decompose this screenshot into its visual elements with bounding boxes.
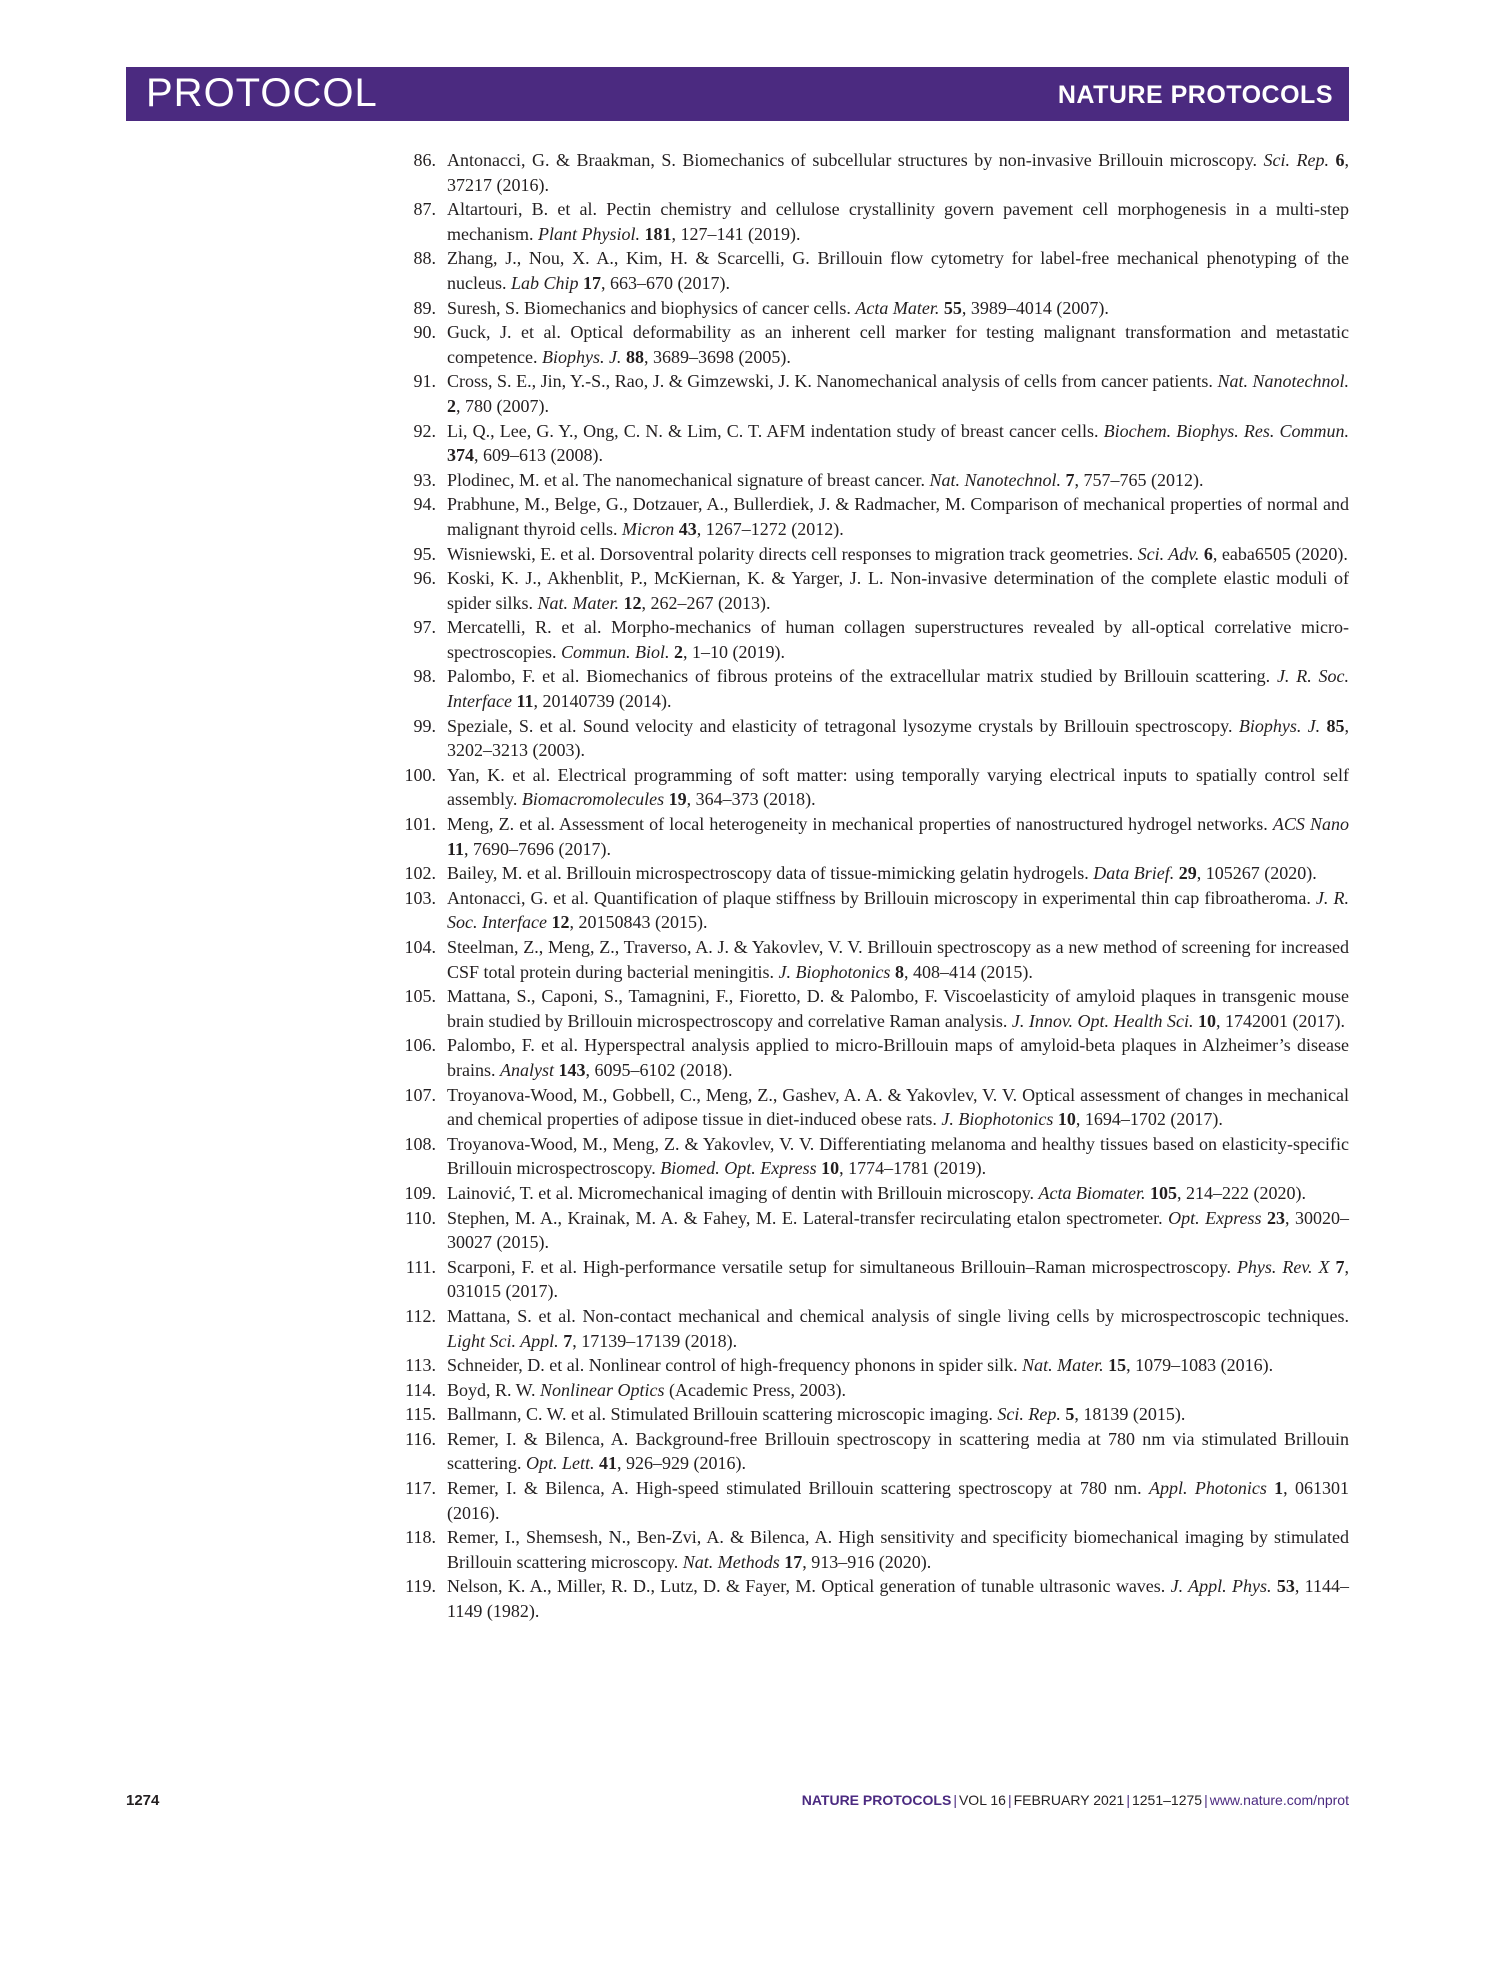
- reference-number: 118.: [405, 1527, 436, 1548]
- reference-item: [400, 763, 1349, 812]
- reference-item: [400, 492, 1349, 541]
- reference-number: 114.: [405, 1379, 436, 1400]
- reference-number: 109.: [404, 1182, 436, 1203]
- reference-number: 112.: [405, 1305, 436, 1326]
- reference-text: Mattana, S., Caponi, S., Tamagnini, F., Fioretto, D. & Palombo, F. Viscoelasticity of amyloid plaques in transgenic mouse brain studied by Brillouin microspectroscopy and correlative Raman analysis. J. Innov. Opt. Health Sci. 10, 1742001 (2017).: [447, 986, 1349, 1031]
- reference-number: 103.: [404, 887, 436, 908]
- reference-item: [400, 714, 1349, 763]
- reference-item: [400, 615, 1349, 664]
- reference-text: Wisniewski, E. et al. Dorsoventral polarity directs cell responses to migration track geometries. Sci. Adv. 6, eaba6505 (2020).: [447, 543, 1348, 564]
- reference-text: Stephen, M. A., Krainak, M. A. & Fahey, M. E. Lateral-transfer recirculating etalon spectrometer. Opt. Express 23, 30020–30027 (2015).: [447, 1207, 1350, 1253]
- reference-text: Troyanova-Wood, M., Meng, Z. & Yakovlev, V. V. Differentiating melanoma and healthy tissues based on elasticity-specific Brillouin microspectroscopy. Biomed. Opt. Express 10, 1774–1781 (2019).: [447, 1133, 1349, 1179]
- reference-text: Mattana, S. et al. Non-contact mechanical and chemical analysis of single living cells by microspectroscopic techniques. Light Sci. Appl. 7, 17139–17139 (2018).: [447, 1305, 1349, 1351]
- reference-item: [400, 1206, 1349, 1255]
- reference-item: [400, 320, 1349, 369]
- reference-text: Boyd, R. W. Nonlinear Optics (Academic Press, 2003).: [447, 1379, 846, 1400]
- reference-text: Palombo, F. et al. Hyperspectral analysis applied to micro-Brillouin maps of amyloid-beta plaques in Alzheimer’s disease brains. Analyst 143, 6095–6102 (2018).: [447, 1035, 1349, 1080]
- reference-item: [400, 197, 1349, 246]
- reference-item: [400, 296, 1349, 321]
- footer-separator: |: [953, 1792, 957, 1808]
- reference-number: 88.: [413, 248, 436, 269]
- reference-text: Antonacci, G. & Braakman, S. Biomechanics of subcellular structures by non-invasive Brillouin microscopy. Sci. Rep. 6, 37217 (2016).: [447, 150, 1350, 195]
- reference-text: Mercatelli, R. et al. Morpho-mechanics of human collagen superstructures revealed by all-optical correlative micro-spectroscopies. Commun. Biol. 2, 1–10 (2019).: [447, 617, 1349, 662]
- reference-number: 99.: [413, 715, 436, 736]
- reference-item: [400, 1132, 1349, 1181]
- reference-number: 86.: [413, 150, 436, 170]
- reference-number: 115.: [405, 1404, 436, 1425]
- reference-number: 113.: [405, 1355, 436, 1376]
- section-label: PROTOCOL: [146, 71, 378, 115]
- reference-item: [400, 1255, 1349, 1304]
- reference-text: Guck, J. et al. Optical deformability as an inherent cell marker for testing malignant transformation and metastatic competence. Biophys. J. 88, 3689–3698 (2005).: [447, 322, 1349, 367]
- footer-separator: |: [1204, 1792, 1208, 1808]
- reference-number: 110.: [405, 1207, 436, 1228]
- footer-pages: 1251–1275: [1131, 1792, 1203, 1808]
- reference-item: [400, 984, 1349, 1033]
- reference-text: Zhang, J., Nou, X. A., Kim, H. & Scarcelli, G. Brillouin flow cytometry for label-free mechanical phenotyping of the nucleus. Lab Chip 17, 663–670 (2017).: [447, 248, 1349, 293]
- reference-number: 87.: [413, 199, 436, 220]
- reference-text: Meng, Z. et al. Assessment of local heterogeneity in mechanical properties of nanostructured hydrogel networks. ACS Nano 11, 7690–7696 (2017).: [447, 814, 1349, 859]
- reference-item: [400, 886, 1349, 935]
- reference-item: [400, 1476, 1349, 1525]
- reference-item: [400, 419, 1349, 468]
- reference-item: [400, 148, 1349, 197]
- reference-item: [400, 935, 1349, 984]
- footer-date: FEBRUARY 2021: [1013, 1792, 1125, 1808]
- reference-item: [400, 1083, 1349, 1132]
- reference-text: Palombo, F. et al. Biomechanics of fibrous proteins of the extracellular matrix studied by Brillouin scattering. J. R. Soc. Interface 11, 20140739 (2014).: [447, 666, 1349, 712]
- reference-text: Ballmann, C. W. et al. Stimulated Brillouin scattering microscopic imaging. Sci. Rep. 5, 18139 (2015).: [447, 1404, 1186, 1425]
- reference-item: [400, 812, 1349, 861]
- reference-number: 119.: [405, 1576, 436, 1597]
- reference-number: 102.: [404, 863, 436, 884]
- reference-text: Remer, I. & Bilenca, A. Background-free Brillouin spectroscopy in scattering media at 780 nm via stimulated Brillouin scattering. Opt. Lett. 41, 926–929 (2016).: [447, 1428, 1349, 1474]
- reference-text: Schneider, D. et al. Nonlinear control of high-frequency phonons in spider silk. Nat. Mater. 15, 1079–1083 (2016).: [447, 1355, 1274, 1376]
- reference-item: [400, 1304, 1349, 1353]
- reference-number: 117.: [405, 1478, 436, 1499]
- reference-text: Plodinec, M. et al. The nanomechanical signature of breast cancer. Nat. Nanotechnol. 7, 757–765 (2012).: [447, 469, 1204, 490]
- reference-number: 104.: [404, 937, 436, 957]
- reference-number: 116.: [405, 1428, 436, 1449]
- reference-text: Remer, I., Shemsesh, N., Ben-Zvi, A. & Bilenca, A. High sensitivity and specificity biomechanical imaging by stimulated Brillouin scattering microscopy. Nat. Methods 17, 913–916 (2020).: [447, 1527, 1349, 1572]
- footer-volume: VOL 16: [958, 1792, 1006, 1808]
- page-number: 1274: [126, 1792, 160, 1809]
- reference-text: Steelman, Z., Meng, Z., Traverso, A. J. & Yakovlev, V. V. Brillouin spectroscopy as a new method of screening for increased CSF total protein during bacterial meningitis. J. Biophotonics 8, 408–414 (2015).: [447, 937, 1349, 982]
- footer-separator: |: [1007, 1792, 1012, 1808]
- reference-text: Koski, K. J., Akhenblit, P., McKiernan, K. & Yarger, J. L. Non-invasive determination of the complete elastic moduli of spider silks. Nat. Mater. 12, 262–267 (2013).: [447, 568, 1349, 613]
- reference-item: [400, 1525, 1349, 1574]
- journal-url-link[interactable]: www.nature.com/nprot: [1209, 1792, 1349, 1808]
- reference-item: [400, 566, 1349, 615]
- reference-text: Li, Q., Lee, G. Y., Ong, C. N. & Lim, C. T. AFM indentation study of breast cancer cells. Biochem. Biophys. Res. Commun. 374, 609–613 (2008).: [447, 420, 1349, 466]
- reference-text: Remer, I. & Bilenca, A. High-speed stimulated Brillouin scattering spectroscopy at 780 nm. Appl. Photonics 1, 061301 (2016).: [447, 1478, 1350, 1523]
- reference-number: 107.: [404, 1084, 436, 1105]
- reference-text: Suresh, S. Biomechanics and biophysics of cancer cells. Acta Mater. 55, 3989–4014 (2007).: [447, 297, 1109, 318]
- reference-number: 89.: [413, 297, 436, 318]
- reference-item: [400, 1574, 1349, 1623]
- reference-item: [400, 542, 1349, 567]
- reference-number: 106.: [404, 1035, 436, 1056]
- reference-item: [400, 1427, 1349, 1476]
- reference-number: 93.: [413, 469, 436, 490]
- journal-header-bar: [126, 67, 1349, 121]
- reference-text: Yan, K. et al. Electrical programming of soft matter: using temporally varying electrical inputs to spatially control self assembly. Biomacromolecules 19, 364–373 (2018).: [447, 764, 1349, 810]
- reference-item: [400, 1353, 1349, 1378]
- reference-text: Speziale, S. et al. Sound velocity and elasticity of tetragonal lysozyme crystals by Brillouin spectroscopy. Biophys. J. 85, 3202–3213 (2003).: [447, 715, 1350, 761]
- reference-text: Nelson, K. A., Miller, R. D., Lutz, D. & Fayer, M. Optical generation of tunable ultrasonic waves. J. Appl. Phys. 53, 1144–1149 (1982).: [447, 1576, 1349, 1622]
- reference-number: 101.: [404, 814, 436, 835]
- footer-citation: [802, 1792, 1349, 1808]
- reference-text: Altartouri, B. et al. Pectin chemistry and cellulose crystallinity govern pavement cell morphogenesis in a multi-step mechanism. Plant Physiol. 181, 127–141 (2019).: [447, 199, 1349, 244]
- reference-number: 105.: [404, 986, 436, 1007]
- reference-text: Bailey, M. et al. Brillouin microspectroscopy data of tissue-mimicking gelatin hydrogels. Data Brief. 29, 105267 (2020).: [447, 863, 1317, 884]
- reference-item: [400, 1181, 1349, 1206]
- reference-number: 108.: [404, 1133, 436, 1154]
- reference-text: Cross, S. E., Jin, Y.-S., Rao, J. & Gimzewski, J. K. Nanomechanical analysis of cells from cancer patients. Nat. Nanotechnol. 2, 780 (2007).: [447, 371, 1349, 416]
- reference-number: 90.: [413, 322, 436, 343]
- reference-item: [400, 664, 1349, 713]
- reference-number: 94.: [413, 494, 436, 515]
- reference-number: 97.: [413, 617, 436, 638]
- footer-separator: |: [1126, 1792, 1130, 1808]
- reference-item: [400, 468, 1349, 493]
- reference-number: 92.: [413, 420, 436, 441]
- reference-number: 95.: [413, 543, 436, 564]
- reference-number: 111.: [405, 1256, 436, 1277]
- reference-text: Antonacci, G. et al. Quantification of plaque stiffness by Brillouin microscopy in experimental thin cap fibroatheroma. J. R. Soc. Interface 12, 20150843 (2015).: [447, 887, 1349, 933]
- reference-number: 98.: [413, 666, 436, 687]
- reference-item: [400, 1033, 1349, 1082]
- reference-item: [400, 1378, 1349, 1403]
- journal-name: NATURE PROTOCOLS: [1057, 81, 1333, 109]
- reference-text: Prabhune, M., Belge, G., Dotzauer, A., Bullerdiek, J. & Radmacher, M. Comparison of mechanical properties of normal and malignant thyroid cells. Micron 43, 1267–1272 (2012).: [447, 494, 1349, 539]
- reference-text: Scarponi, F. et al. High-performance versatile setup for simultaneous Brillouin–Raman microspectroscopy. Phys. Rev. X 7, 031015 (2017).: [447, 1256, 1349, 1302]
- reference-item: [400, 1402, 1349, 1427]
- reference-text: Lainović, T. et al. Micromechanical imaging of dentin with Brillouin microscopy. Acta Biomater. 105, 214–222 (2020).: [447, 1182, 1307, 1203]
- reference-number: 96.: [413, 568, 436, 589]
- reference-item: [400, 369, 1349, 418]
- reference-item: [400, 861, 1349, 886]
- reference-list: [400, 148, 1349, 1624]
- reference-item: [400, 246, 1349, 295]
- reference-text: Troyanova-Wood, M., Gobbell, C., Meng, Z., Gashev, A. A. & Yakovlev, V. V. Optical assessment of changes in mechanical and chemical properties of adipose tissue in diet-induced obese rats. J. Biophotonics 10, 1694–1702 (2017).: [447, 1084, 1349, 1130]
- footer-journal: NATURE PROTOCOLS: [801, 1792, 952, 1808]
- reference-number: 91.: [413, 371, 436, 392]
- reference-number: 100.: [404, 764, 436, 785]
